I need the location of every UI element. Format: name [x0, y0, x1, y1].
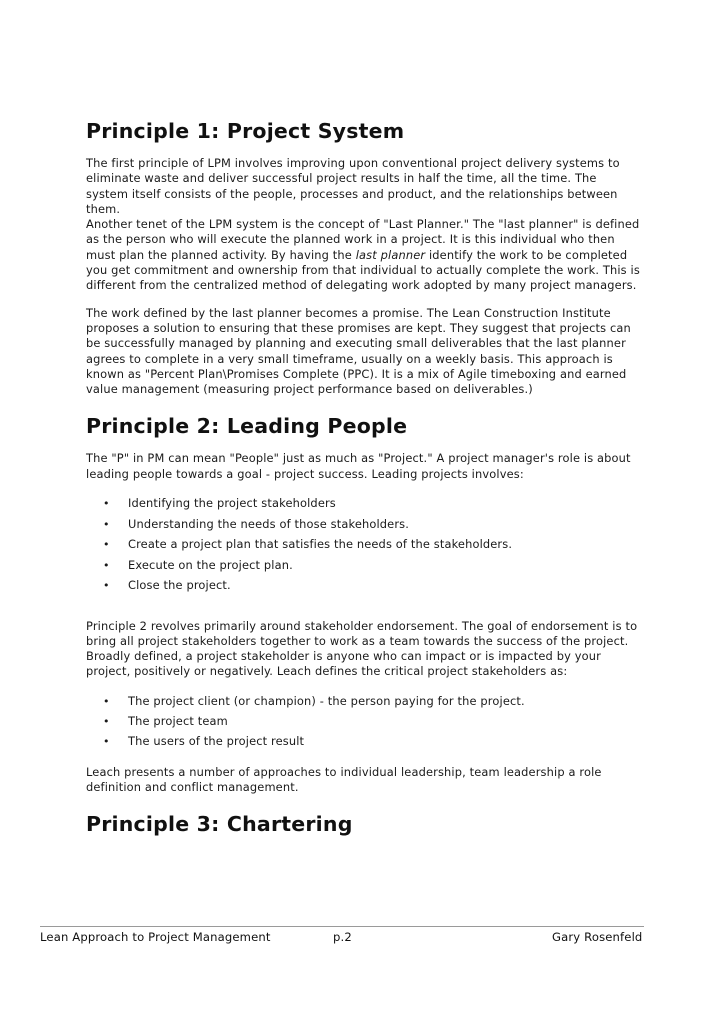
bullet-list	[86, 496, 642, 599]
list-item: • Identifying the project stakeholders	[103, 496, 336, 511]
list-item: • Create a project plan that satisfies the needs of the stakeholders.	[103, 537, 513, 552]
list-item: • The users of the project result	[103, 733, 305, 748]
paragraph: The first principle of LPM involves improving upon conventional project delivery systems to eliminate waste and deliver successful project results in half the time, all the time. The system itself consists of the people, processes and product, and the relationships between them.	[86, 156, 620, 216]
bullet-icon: •	[103, 694, 110, 708]
list-item: • The project client (or champion) - the person paying for the project.	[103, 693, 525, 708]
list-item: • The project team	[103, 713, 228, 728]
section-heading: Principle 1: Project System	[86, 119, 405, 143]
bullet-icon: •	[103, 538, 110, 552]
paragraph: The "P" in PM can mean "People" just as much as "Project." A project manager's role is about leading people towards a goal - project success. Leading projects involves:	[86, 451, 631, 481]
list-item: • Execute on the project plan.	[103, 557, 293, 572]
bullet-icon: •	[103, 497, 110, 511]
emphasis-text: last planner	[355, 247, 426, 262]
bullet-icon: •	[103, 734, 110, 748]
bullet-icon: •	[103, 558, 110, 572]
paragraph-text: Another tenet of the LPM system is the concept of "Last Planner." The "last planner" is defined as the person who will execute the planned work in a project. It is this individual who then must plan the planned activity. By having the	[86, 217, 640, 262]
section-principle-2	[86, 411, 642, 795]
section-principle-3	[86, 809, 642, 839]
footer-page-number: p.2	[333, 930, 352, 944]
footer-author: Gary Rosenfeld	[552, 930, 643, 944]
paragraph	[86, 217, 642, 293]
paragraph: The work defined by the last planner becomes a promise. The Lean Construction Institute proposes a solution to ensuring that these promises are kept. They suggest that projects can be successfully managed by planning and executing small deliverables that the last planner agrees to complete in a very small timeframe, usually on a weekly basis. This approach is known as "Percent Plan\Promises Complete (PPC). It is a mix of Agile timeboxing and earned value management (measuring project performance based on deliverables.)	[86, 305, 631, 397]
section-principle-1	[86, 116, 642, 397]
bullet-list	[86, 694, 642, 754]
bullet-icon: •	[103, 579, 110, 593]
paragraph: Principle 2 revolves primarily around stakeholder endorsement. The goal of endorsement is to bring all project stakeholders together to work as a team towards the success of the project. Broadly defined, a project stakeholder is anyone who can impact or is impacted by your project, positively or negatively. Leach defines the critical project stakeholders as:	[86, 618, 638, 679]
bullet-icon: •	[103, 714, 110, 728]
footer-title: Lean Approach to Project Management	[40, 930, 271, 944]
section-heading: Principle 2: Leading People	[86, 414, 408, 439]
bullet-icon: •	[103, 517, 110, 531]
paragraph-text: identify the work to be completed you get commitment and ownership from that individual to actually complete the work. This is different from the centralized method of delegating work adopted by many project managers.	[86, 247, 640, 293]
paragraph: Leach presents a number of approaches to individual leadership, team leadership a role definition and conflict management.	[86, 764, 602, 795]
footer-divider	[40, 926, 644, 927]
section-heading: Principle 3: Chartering	[86, 812, 353, 837]
page-content	[86, 116, 642, 851]
list-item: • Understanding the needs of those stakeholders.	[103, 516, 410, 531]
list-item: • Close the project.	[103, 578, 231, 593]
